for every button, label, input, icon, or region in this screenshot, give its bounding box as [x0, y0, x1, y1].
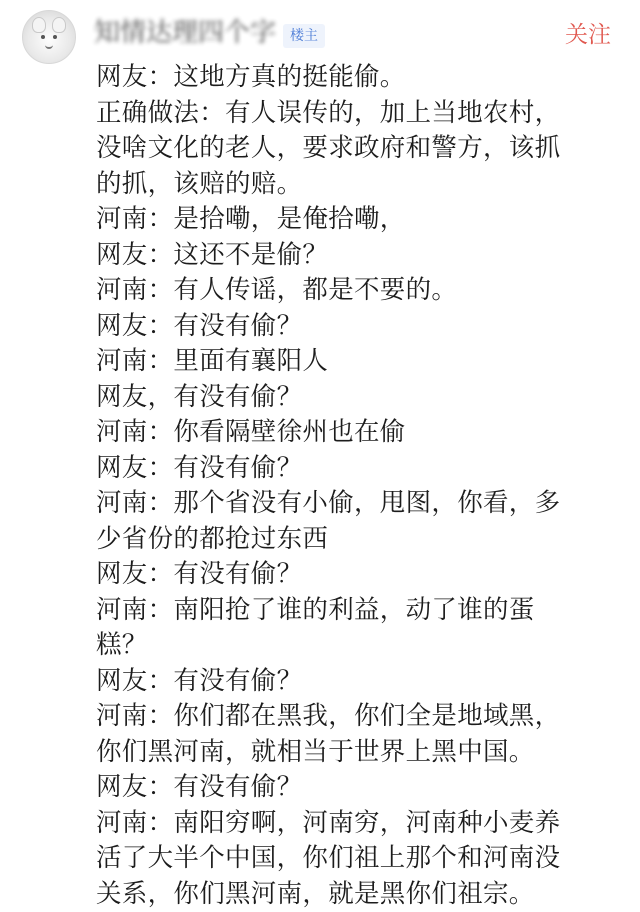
comment-line: 网友：有没有偷？ — [96, 309, 616, 345]
avatar-ear-right — [52, 17, 66, 33]
comment-line: 关系，你们黑河南，就是黑你们祖宗。 — [96, 877, 616, 912]
comment-line: 河南：南阳穷啊，河南穷，河南种小麦养 — [96, 806, 616, 842]
comment-line: 网友，有没有偷？ — [96, 380, 616, 416]
comment-line: 糕？ — [96, 628, 616, 664]
comment-line: 河南：是拾嘞，是俺拾嘞， — [96, 202, 616, 238]
comment-line: 河南：你看隔壁徐州也在偷 — [96, 415, 616, 451]
comment-line: 的抓，该赔的赔。 — [96, 167, 616, 203]
comment-line: 网友：有没有偷？ — [96, 557, 616, 593]
avatar-eye-left — [41, 35, 45, 39]
comment-line: 活了大半个中国，你们祖上那个和河南没 — [96, 841, 616, 877]
comment-line: 网友：有没有偷？ — [96, 770, 616, 806]
comment-body — [96, 60, 616, 912]
comment-line: 河南：有人传谣，都是不要的。 — [96, 273, 616, 309]
comment-line: 网友：这地方真的挺能偷。 — [96, 60, 616, 96]
avatar-mouth — [45, 43, 53, 49]
avatar-eye-right — [53, 35, 57, 39]
follow-button[interactable]: 关注 — [565, 20, 611, 50]
comment-line: 网友：这还不是偷？ — [96, 238, 616, 274]
comment-line: 河南：那个省没有小偷，甩图，你看，多 — [96, 486, 616, 522]
avatar-ear-left — [32, 17, 46, 33]
comment-line: 正确做法：有人误传的，加上当地农村， — [96, 96, 616, 132]
comment-line: 你们黑河南，就相当于世界上黑中国。 — [96, 735, 616, 771]
comment-line: 网友：有没有偷？ — [96, 664, 616, 700]
comment-line: 少省份的都抢过东西 — [96, 522, 616, 558]
comment-line: 网友：有没有偷？ — [96, 451, 616, 487]
avatar[interactable] — [22, 10, 76, 64]
comment-header — [0, 0, 640, 62]
op-badge: 楼主 — [283, 24, 325, 48]
comment-line: 河南：你们都在黑我，你们全是地域黑， — [96, 699, 616, 735]
comment-line: 河南：里面有襄阳人 — [96, 344, 616, 380]
username[interactable]: 知情达理四个字 — [94, 16, 276, 50]
comment-line: 没啥文化的老人，要求政府和警方，该抓 — [96, 131, 616, 167]
comment-line: 河南：南阳抢了谁的利益，动了谁的蛋 — [96, 593, 616, 629]
